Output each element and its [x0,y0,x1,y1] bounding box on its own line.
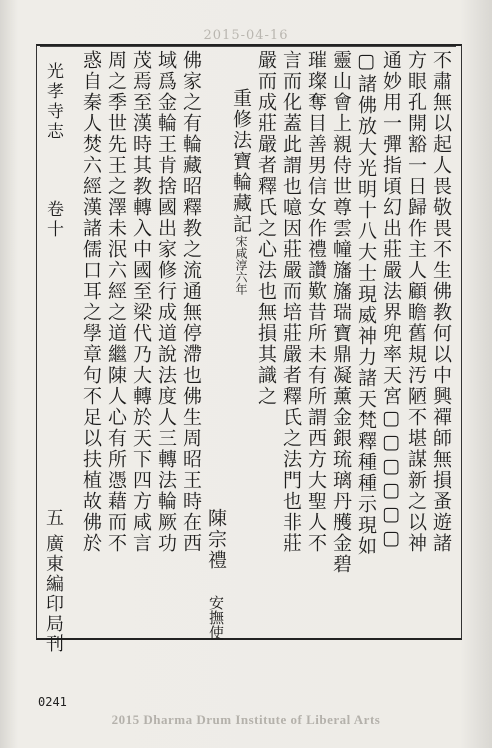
essay-author: 陳宗禮 [205,508,227,571]
margin-folio: 五 [43,508,64,528]
text-column-8: 嚴而成莊嚴者釋氏之心法也無損其識之 [255,50,277,407]
essay-title: 重修法寶輪藏記 [230,88,252,235]
margin-volume: 卷十 [43,200,63,240]
essay-column-3: 茂焉至漢時其教轉入中國至梁代乃大轉於天下四方咸言 [130,50,152,554]
essay-column-2: 域爲金輪王肯捨國出家修行成道說法度人三轉法輪厥功 [155,50,177,554]
page-number: 0241 [38,695,67,709]
text-column-6: 璀璨奪目善男信女作禮讚歎昔所未有所謂西方大聖人不 [305,50,327,554]
margin-book-title: 光孝寺志 [43,62,63,142]
date-stamp: 2015-04-16 [203,28,289,43]
essay-column-4: 周之季世先王之澤未泯六經之道繼陳人心有所憑藉而不 [105,50,127,554]
text-column-3: 通妙用一彈指頃幻出莊嚴法界兜率天宮▢▢▢▢▢▢ [380,50,402,551]
essay-column-5: 惑自秦人焚六經漢諸儒口耳之學章句不足以扶植故佛於 [80,50,102,554]
margin-publisher: 廣東編印局刊 [43,534,64,654]
essay-author-column [203,508,229,640]
essay-title-column [228,88,254,295]
essay-author-note: 安撫使 [207,595,225,640]
text-column-1: 不肅無以起人畏敬畏不生佛教何以中興禪師無損蚤遊諸 [430,50,452,554]
essay-title-note: 宋咸淳六年 [234,235,248,295]
text-column-7: 言而化蓋此謂也噫因莊嚴而培莊嚴者釋氏之法門也非莊 [280,50,302,554]
frame-inner-rule [40,46,456,47]
text-column-2: 方眼孔開豁一日歸作主人顧瞻舊規汚陋不堪謀新之以神 [405,50,427,554]
watermark: 2015 Dharma Drum Institute of Liberal Arts [111,712,381,727]
text-column-5: 靈山會上親侍世尊雲幢旛旛瑞寶鼎凝薰金銀琉璃丹雘金碧 [330,50,352,575]
text-column-4: ▢諸佛放大光明十八大士現威神力諸天梵釋種種示現如 [355,50,377,557]
essay-column-1: 佛家之有輪藏昭釋教之流通無停滯也佛生周昭王時在西 [180,50,202,554]
